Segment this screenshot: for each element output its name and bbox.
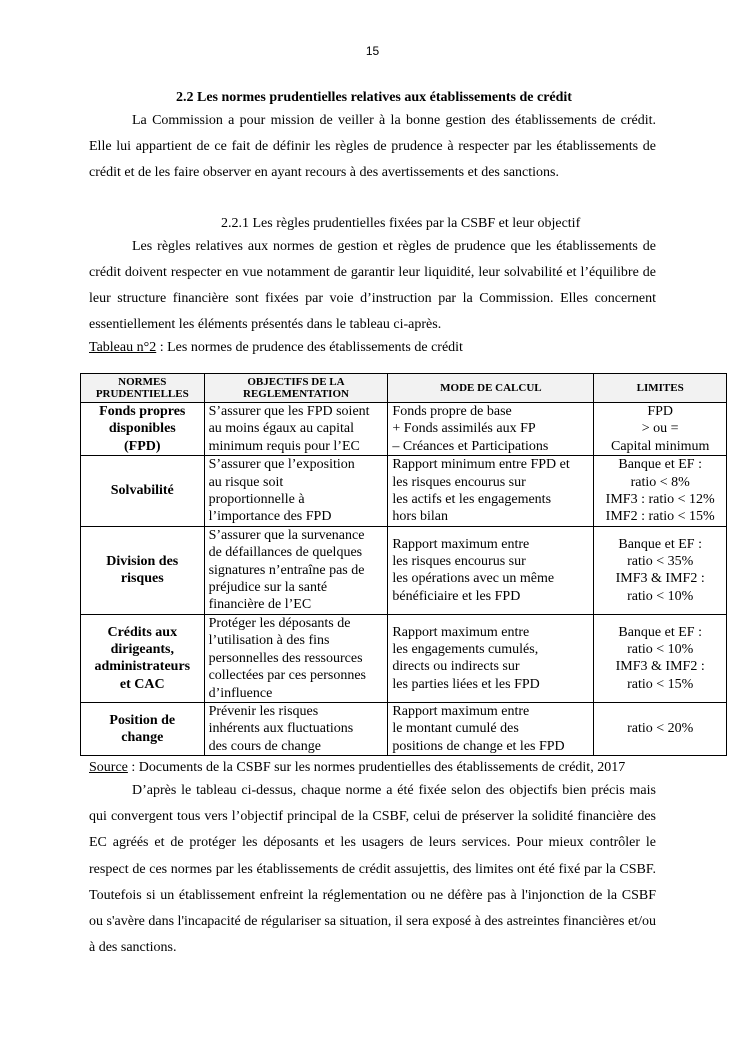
calculation-mode-cell-line: les opérations avec un même	[392, 571, 555, 587]
norm-cell-line: Crédits aux	[107, 624, 178, 640]
header-objectives: OBJECTIFS DE LA REGLEMENTATION	[204, 374, 388, 403]
subsection-heading: 2.2.1 Les règles prudentielles fixées par la CSBF et leur objectif	[221, 215, 581, 231]
objective-cell-line: collectées par ces personnes	[208, 668, 366, 684]
header-norms: NORMES PRUDENTIELLES	[81, 374, 205, 403]
objective-cell-line: proportionnelle à	[208, 492, 305, 508]
section-body	[89, 88, 656, 357]
calculation-mode-cell-line: Rapport maximum entre	[392, 703, 530, 719]
objective-cell	[204, 614, 388, 702]
objective-cell	[204, 526, 388, 614]
limits-cell	[594, 526, 727, 614]
objective-cell-line: des cours de change	[208, 738, 321, 754]
objective-cell-line: inhérents aux fluctuations	[208, 721, 354, 737]
calculation-mode-cell-line: les actifs et les engagements	[392, 492, 552, 508]
calculation-mode-cell-line: les risques encourus sur	[392, 474, 526, 490]
conclusion-paragraph: D’après le tableau ci-dessus, chaque norme a été fixée selon des objectifs bien précis mais qui convergent tous vers l’objectif principal de la CSBF, celui de préserver la solidité financière des EC agréés et de protéger les déposants et les usagers de leurs services. Pour mieux contrôler le respect de ces normes par les établissements de crédit assujettis, des limites ont été fixé par la CSBF. Toutefois si un établissement enfreint la réglementation ou ne défère pas à l'injonction de la CSBF ou s'avère dans l'incapacité de régulariser sa situation, il sera exposé à des astreintes financières et/ou à des sanctions.	[89, 783, 656, 956]
objective-cell-line: signatures n’entraîne pas de	[208, 562, 365, 578]
objective-cell	[204, 702, 388, 755]
norm-cell-line: Solvabilité	[110, 483, 174, 499]
prudential-norms-table	[80, 373, 727, 756]
norm-cell-line: dirigeants,	[110, 641, 174, 657]
norm-cell-line: administrateurs	[94, 659, 191, 675]
limits-cell	[594, 456, 727, 527]
calculation-mode-cell	[388, 614, 594, 702]
limits-cell-line: > ou =	[641, 421, 679, 437]
calculation-mode-cell	[388, 456, 594, 527]
limits-cell-line: ratio < 15%	[627, 676, 694, 692]
objective-cell-line: personnelles des ressources	[208, 650, 363, 666]
table-row	[81, 526, 727, 614]
header-limits: LIMITES	[594, 374, 727, 403]
calculation-mode-cell-line: les parties liées et les FPD	[392, 676, 540, 692]
calculation-mode-cell-line: directs ou indirects sur	[392, 659, 520, 675]
limits-cell-line: IMF3 & IMF2 :	[615, 571, 705, 587]
norm-cell-line: risques	[120, 571, 164, 587]
norm-cell-line: change	[121, 730, 164, 746]
rules-paragraph: Les règles relatives aux normes de gestion et règles de prudence que les établissements de crédit doivent respecter en vue notamment de garantir leur liquidité, leur solvabilité et l’équilibre de leur structure financière sont fixées par voie d’instruction par la Commission. Elles concernent essentiellement les éléments présentés dans le tableau ci-après.	[89, 238, 656, 333]
norm-cell	[81, 403, 205, 456]
objective-cell-line: de défaillances de quelques	[208, 545, 363, 561]
norm-cell-line: Fonds propres	[99, 404, 186, 419]
limits-cell	[594, 403, 727, 456]
limits-cell-line: ratio < 10%	[627, 641, 694, 657]
calculation-mode-cell-line: positions de change et les FPD	[392, 738, 565, 754]
table-caption-text: : Les normes de prudence des établissements de crédit	[156, 340, 463, 356]
norm-cell-line: Position de	[109, 712, 176, 728]
table-row	[81, 456, 727, 527]
source-label: Source	[89, 760, 128, 775]
table-row	[81, 403, 727, 456]
objective-cell-line: au risque soit	[208, 474, 284, 490]
norm-cell-line: et CAC	[119, 676, 165, 692]
objective-cell-line: l’importance des FPD	[208, 509, 332, 525]
conclusion-body	[89, 778, 656, 961]
limits-cell-line: Banque et EF :	[618, 457, 702, 473]
norm-cell	[81, 702, 205, 755]
objective-cell-line: financière de l’EC	[208, 597, 312, 613]
limits-cell-line: IMF2 : ratio < 15%	[605, 509, 715, 525]
calculation-mode-cell	[388, 702, 594, 755]
limits-cell-line: FPD	[647, 404, 674, 419]
norm-cell	[81, 526, 205, 614]
limits-cell-line: ratio < 20%	[627, 721, 694, 737]
objective-cell-line: S’assurer que les FPD soient	[208, 404, 370, 419]
table-caption-label: Tableau n°2	[89, 340, 157, 356]
table-caption	[89, 339, 656, 357]
limits-cell-line: ratio < 8%	[630, 474, 690, 490]
limits-cell	[594, 614, 727, 702]
calculation-mode-cell-line: Fonds propre de base	[392, 404, 512, 419]
calculation-mode-cell-line: Rapport maximum entre	[392, 624, 530, 640]
calculation-mode-cell-line: le montant cumulé des	[392, 721, 519, 737]
objective-cell-line: au moins égaux au capital	[208, 421, 354, 437]
limits-cell-line: Banque et EF :	[618, 624, 702, 640]
calculation-mode-cell-line: bénéficiaire et les FPD	[392, 588, 521, 604]
table-row	[81, 614, 727, 702]
table-source	[89, 759, 625, 777]
calculation-mode-cell-line: Rapport minimum entre FPD et	[392, 457, 570, 473]
objective-cell-line: l’utilisation à des fins	[208, 633, 330, 649]
norm-cell	[81, 614, 205, 702]
limits-cell-line: Banque et EF :	[618, 536, 702, 552]
calculation-mode-cell-line: les engagements cumulés,	[392, 641, 539, 657]
header-calculation-mode: MODE DE CALCUL	[388, 374, 594, 403]
limits-cell-line: ratio < 35%	[627, 553, 694, 569]
page-number: 15	[365, 44, 380, 58]
objective-cell-line: préjudice sur la santé	[208, 580, 328, 596]
calculation-mode-cell-line: Rapport maximum entre	[392, 536, 530, 552]
intro-paragraph: La Commission a pour mission de veiller à la bonne gestion des établissements de crédit. Elle lui appartient de ce fait de définir les règles de prudence à respecter par les établissements de crédit et de les faire observer en ayant recours à des avertissements et des sanctions.	[89, 113, 656, 181]
norm-cell-line: (FPD)	[124, 438, 161, 454]
objective-cell-line: minimum requis pour l’EC	[208, 438, 360, 454]
limits-cell-line: IMF3 : ratio < 12%	[605, 492, 715, 508]
norm-cell-line: disponibles	[108, 421, 176, 437]
calculation-mode-cell	[388, 526, 594, 614]
objective-cell-line: Prévenir les risques	[208, 703, 319, 719]
calculation-mode-cell-line: les risques encourus sur	[392, 553, 526, 569]
calculation-mode-cell	[388, 403, 594, 456]
table-row	[81, 702, 727, 755]
objective-cell-line: S’assurer que l’exposition	[208, 457, 355, 473]
limits-cell-line: IMF3 & IMF2 :	[615, 659, 705, 675]
norm-cell	[81, 456, 205, 527]
objective-cell-line: d’influence	[208, 685, 273, 701]
limits-cell-line: Capital minimum	[610, 438, 710, 454]
objective-cell-line: Protéger les déposants de	[208, 615, 351, 631]
table-header-row	[81, 374, 727, 403]
objective-cell-line: S’assurer que la survenance	[208, 527, 365, 543]
source-text: : Documents de la CSBF sur les normes prudentielles des établissements de crédit, 2017	[127, 760, 626, 775]
limits-cell-line: ratio < 10%	[627, 588, 694, 604]
calculation-mode-cell-line: – Créances et Participations	[392, 438, 549, 454]
calculation-mode-cell-line: hors bilan	[392, 509, 449, 525]
calculation-mode-cell-line: + Fonds assimilés aux FP	[392, 421, 536, 437]
norm-cell-line: Division des	[106, 553, 179, 569]
section-heading: 2.2 Les normes prudentielles relatives aux établissements de crédit	[176, 90, 572, 105]
limits-cell	[594, 702, 727, 755]
objective-cell	[204, 403, 388, 456]
objective-cell	[204, 456, 388, 527]
